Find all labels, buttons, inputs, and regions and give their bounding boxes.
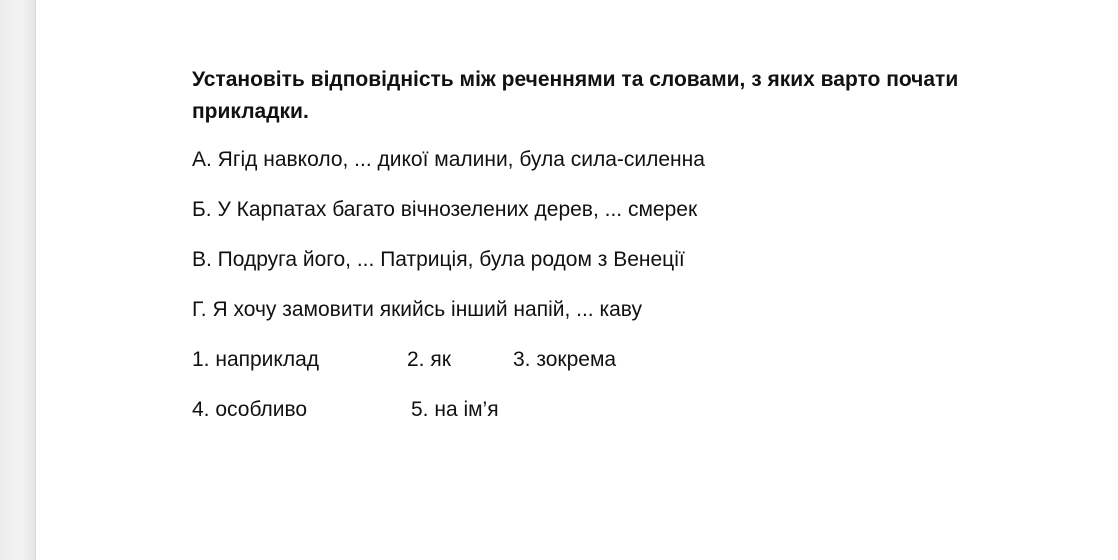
option-3: 3. зокрема [513,348,617,371]
sentence-c: В. Подруга його, ... Патриція, була родом з Венеції [192,248,685,271]
options-row-1 [192,345,1072,375]
sentence-a: А. Ягід навколо, ... дикої малини, була сила-силенна [192,148,705,171]
task-content [192,64,1072,425]
option-5: 5. на ім’я [411,398,499,421]
sentence-b: Б. У Карпатах багато вічнозелених дерев, ... смерек [192,198,698,221]
option-4: 4. особливо [192,398,308,421]
option-2: 2. як [407,348,451,371]
task-title: Установіть відповідність між реченнями та словами, з яких варто почати прикладки. [192,68,959,123]
sentence-d: Г. Я хочу замовити якийсь інший напій, ... каву [192,298,643,321]
page-left-margin [0,0,36,560]
option-1: 1. наприклад [192,348,320,371]
options-row-2 [192,395,1072,425]
